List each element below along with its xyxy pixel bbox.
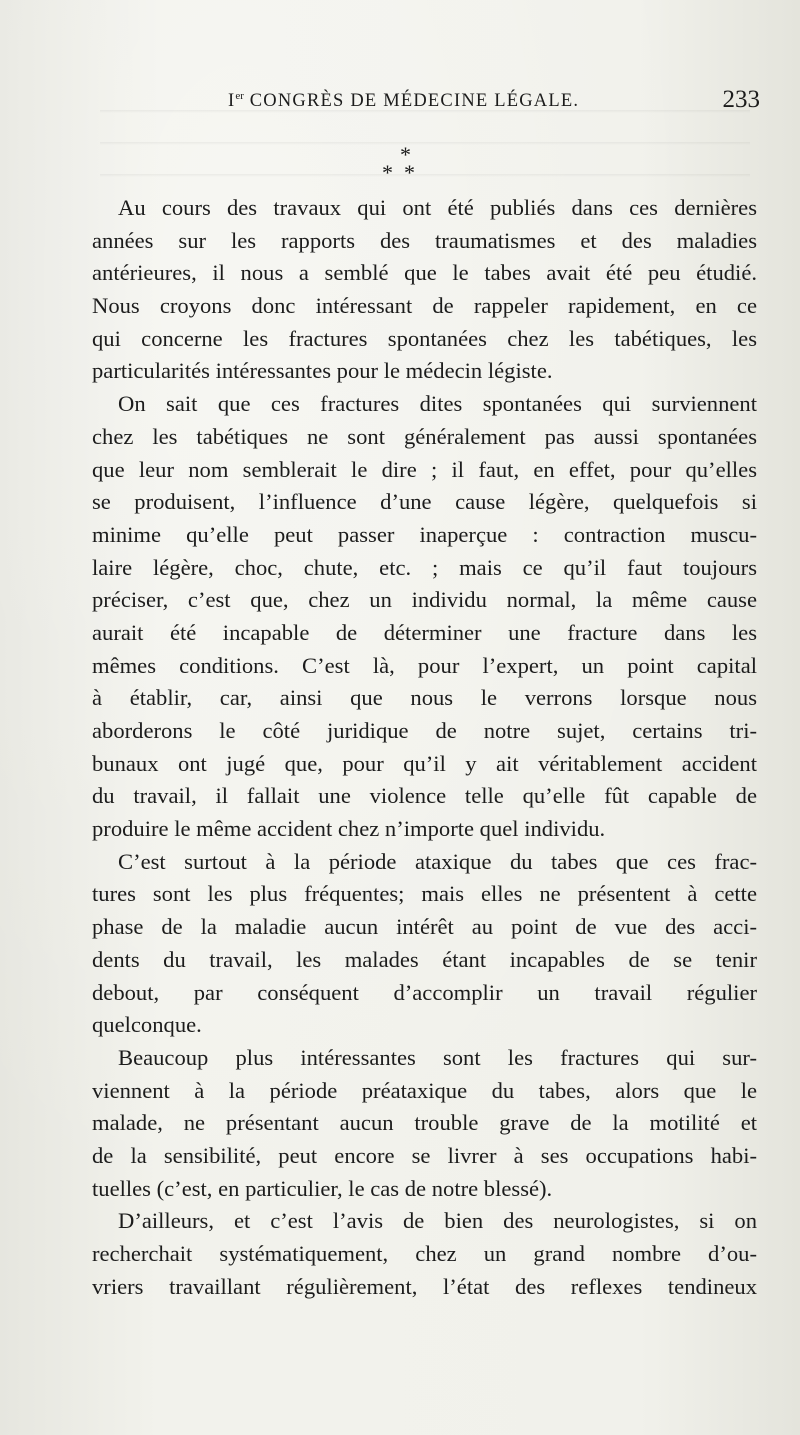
text-line: chez les tabétiques ne sont généralement pas aussi spontanées — [92, 423, 757, 449]
text-line: particularités intéressantes pour le médecin légiste. — [92, 358, 553, 384]
text-line: bunaux ont jugé que, pour qu’il y ait véritablement accident — [92, 750, 757, 776]
text-line: antérieures, il nous a semblé que le tabes avait été peu étudié. — [92, 260, 757, 286]
text-line: dents du travail, les malades étant incapables de se tenir — [92, 946, 757, 972]
text-line: aurait été incapable de déterminer une fracture dans les — [92, 619, 757, 645]
text-line: Nous croyons donc intéressant de rappeler rapidement, en ce — [92, 293, 757, 319]
text-line: quelconque. — [92, 1012, 202, 1038]
paragraph — [92, 846, 757, 1042]
body-text — [92, 192, 757, 1303]
text-line: phase de la maladie aucun intérêt au point de vue des acci- — [92, 914, 757, 940]
page-number: 233 — [722, 86, 760, 113]
text-line: années sur les rapports des traumatismes et des maladies — [92, 227, 757, 253]
text-line: préciser, c’est que, chez un individu normal, la même cause — [92, 587, 757, 613]
text-line: vriers travaillant régulièrement, l’état des reflexes tendineux — [92, 1273, 757, 1299]
text-line: laire légère, choc, chute, etc. ; mais ce qu’il faut toujours — [92, 554, 757, 580]
text-line: mêmes conditions. C’est là, pour l’expert, un point capital — [92, 652, 757, 678]
text-line: à établir, car, ainsi que nous le verrons lorsque nous — [92, 685, 757, 711]
asterism-star: * — [404, 160, 415, 185]
text-line: recherchait systématiquement, chez un grand nombre d’ou- — [92, 1241, 757, 1266]
paragraph — [92, 1042, 757, 1205]
text-line: aborderons le côté juridique de notre sujet, certains tri- — [92, 718, 757, 743]
text-line: On sait que ces fractures dites spontanées qui surviennent — [118, 391, 757, 417]
text-line: se produisent, l’influence d’une cause légère, quelquefois si — [92, 489, 757, 515]
text-line: malade, ne présentant aucun trouble grave de la motilité et — [92, 1110, 757, 1136]
text-line: Au cours des travaux qui ont été publiés dans ces dernières — [118, 195, 757, 220]
text-line: tures sont les plus fréquentes; mais elles ne présentent à cette — [92, 881, 757, 907]
text-line: Beaucoup plus intéressantes sont les fractures qui sur- — [118, 1044, 757, 1070]
text-line: tuelles (c’est, en particulier, le cas de notre blessé). — [92, 1175, 553, 1201]
asterism-section-break — [380, 144, 440, 188]
text-line: D’ailleurs, et c’est l’avis de bien des neurologistes, si on — [118, 1208, 757, 1234]
paragraph — [92, 1205, 757, 1303]
paragraph — [92, 192, 757, 388]
asterism-star: * — [400, 142, 411, 167]
text-line: qui concerne les fractures spontanées chez les tabétiques, les — [92, 325, 757, 351]
text-line: C’est surtout à la période ataxique du tabes que ces frac- — [118, 848, 757, 874]
text-line: que leur nom semblerait le dire ; il faut, en effet, pour qu’elles — [92, 456, 757, 482]
running-head — [0, 86, 800, 116]
text-line: produire le même accident chez n’importe quel individu. — [92, 816, 606, 842]
text-line: du travail, il fallait une violence telle qu’elle fût capable de — [92, 783, 757, 809]
text-line: minime qu’elle peut passer inaperçue : contraction muscu- — [92, 521, 757, 547]
text-line: viennent à la période préataxique du tabes, alors que le — [92, 1077, 757, 1103]
text-line: debout, par conséquent d’accomplir un travail régulier — [92, 979, 757, 1005]
text-line: de la sensibilité, peut encore se livrer à ses occupations habi- — [92, 1142, 757, 1168]
paragraph — [92, 388, 757, 846]
asterism-star: * — [382, 160, 393, 185]
running-title: Ier CONGRÈS DE MÉDECINE LÉGALE. — [228, 90, 580, 112]
